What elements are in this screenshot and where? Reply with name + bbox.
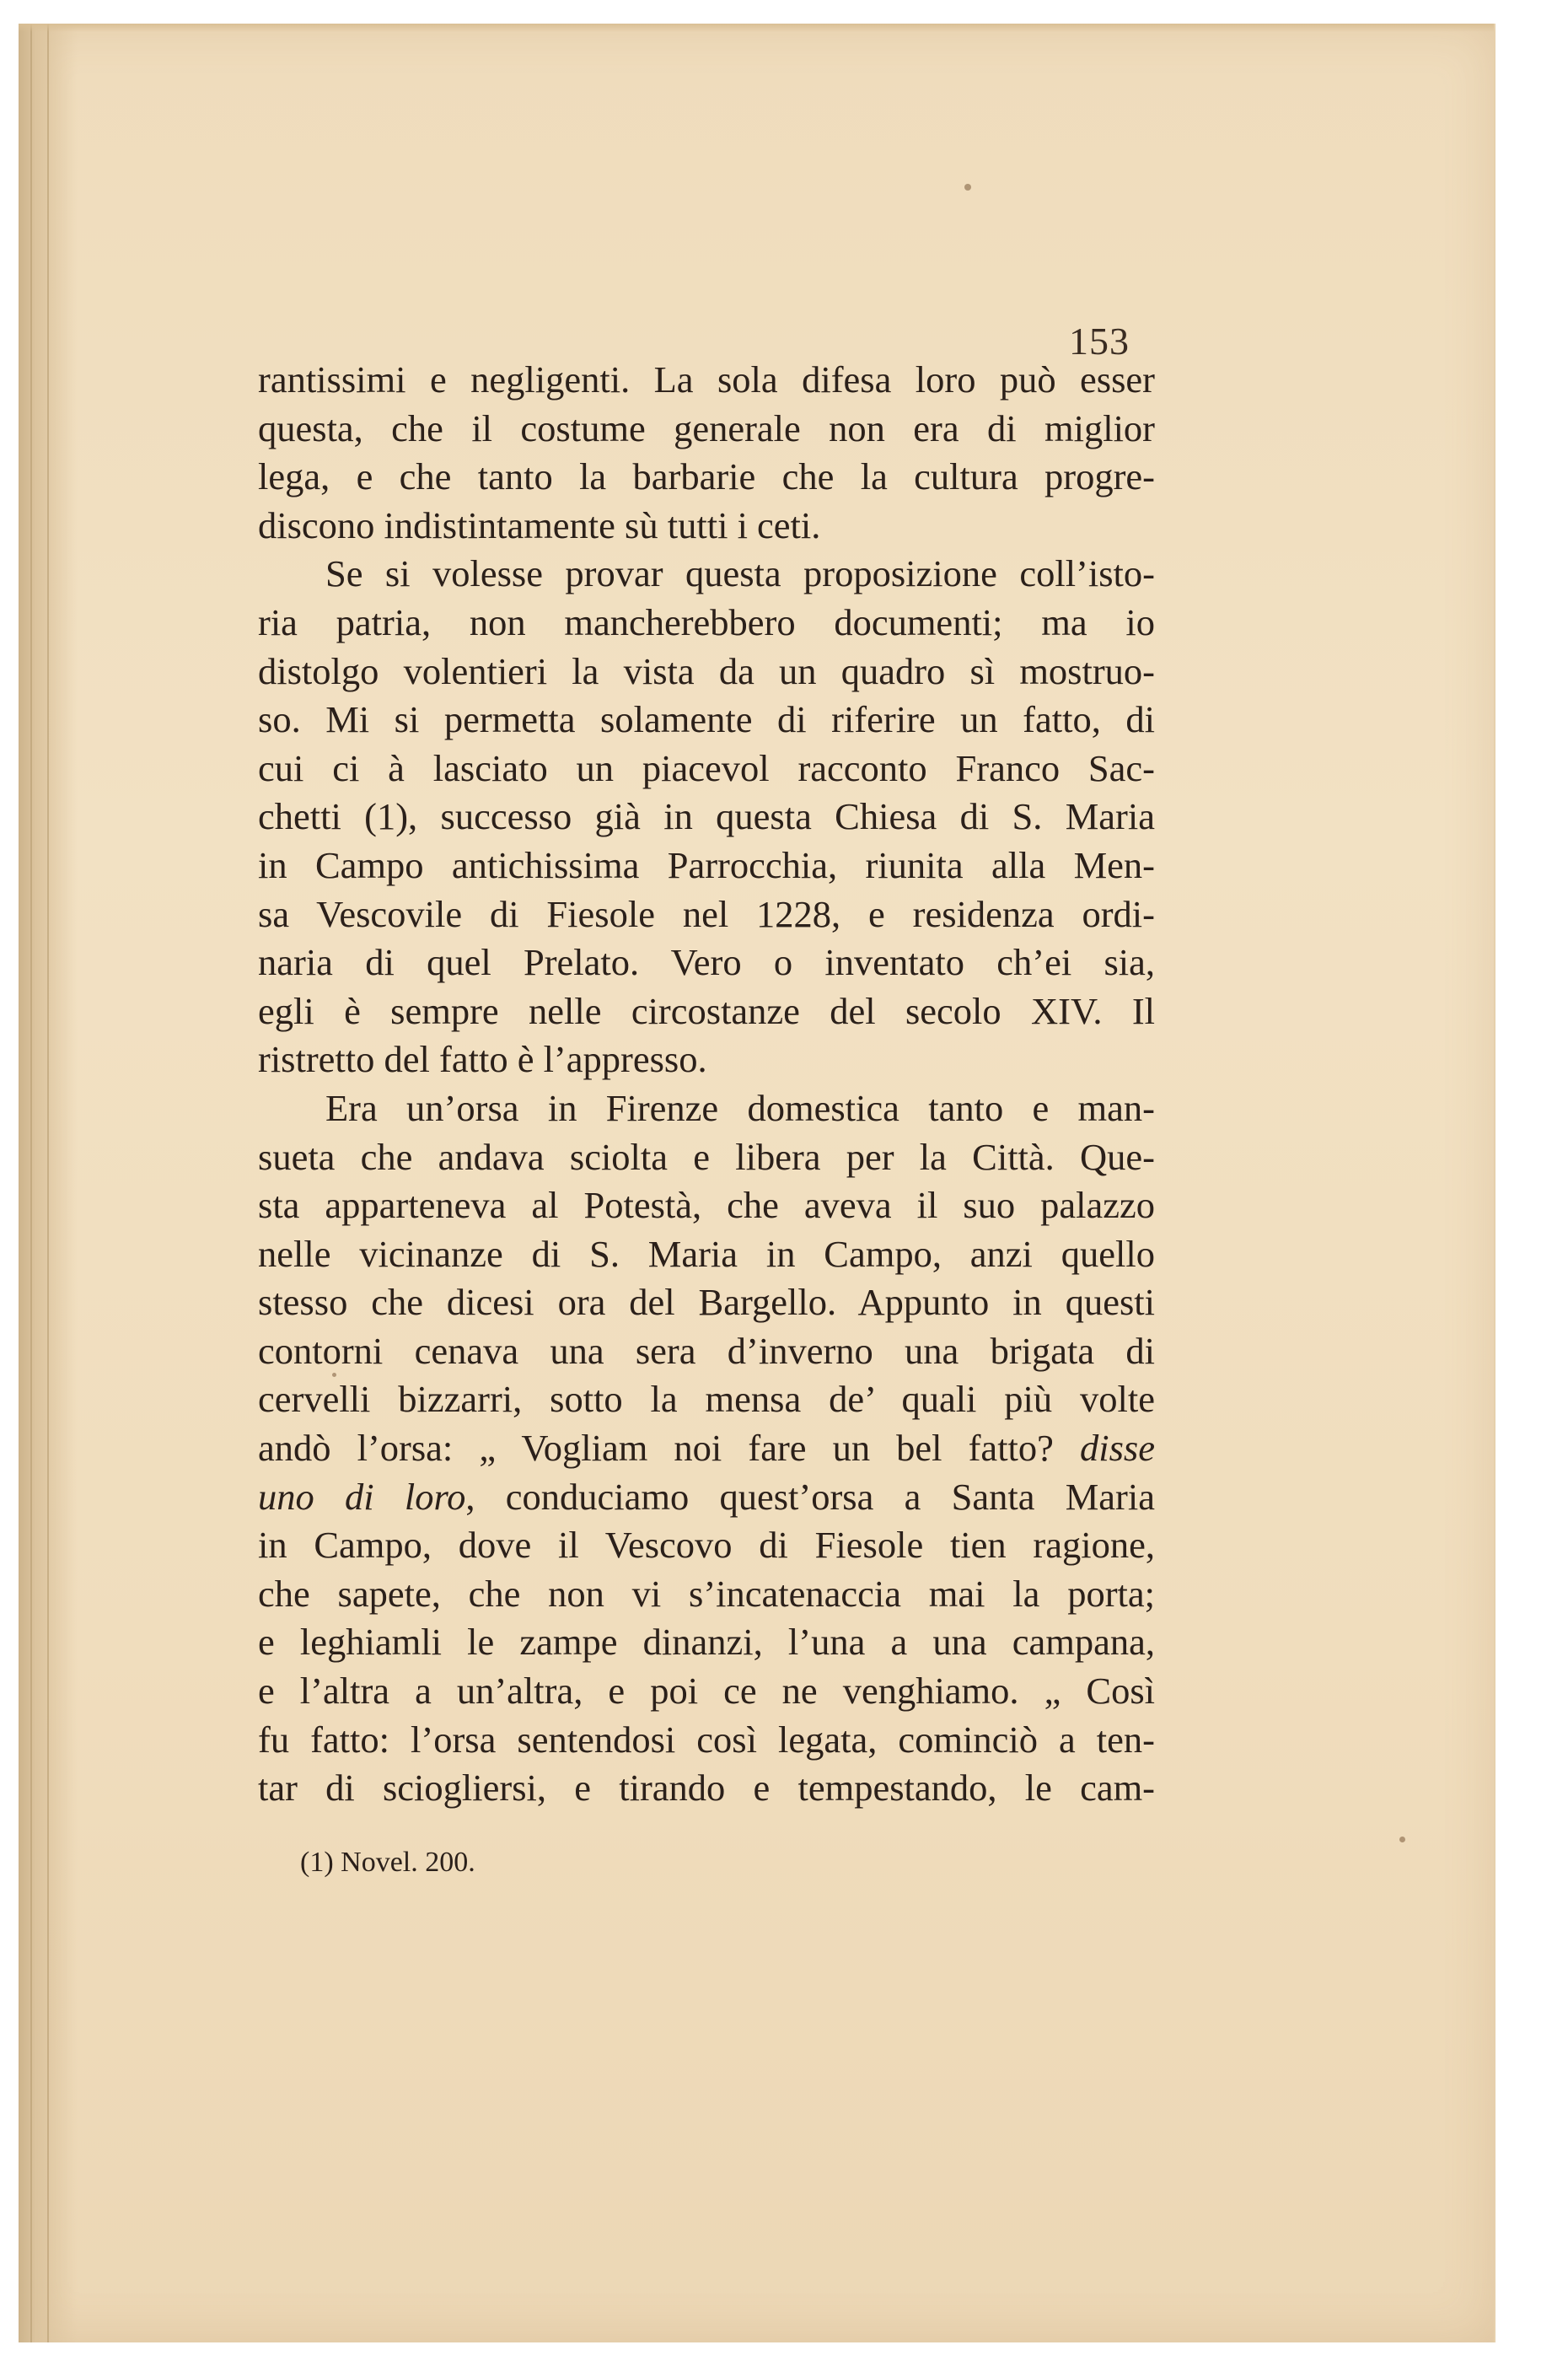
text-line (258, 1035, 1155, 1084)
text-run: egli è sempre nelle circostanze del secolo XIV. Il (258, 989, 1155, 1032)
text-run: cervelli bizzarri, sotto la mensa de’ quali più volte (258, 1378, 1155, 1421)
text-line (258, 890, 1155, 939)
text-run: chetti (1), successo già in questa Chiesa di S. Maria (258, 795, 1155, 838)
text-line (258, 1667, 1155, 1716)
text-line (258, 648, 1155, 696)
text-run: in Campo antichissima Parrocchia, riunita alla Men- (258, 843, 1155, 886)
text-run: andò l’orsa: „ Vogliam noi fare un bel fatto? (258, 1427, 1080, 1470)
foxing-spot (1399, 1837, 1405, 1842)
text-line (258, 1570, 1155, 1619)
page-top-edge (19, 24, 1494, 32)
text-line (258, 1716, 1155, 1765)
text-run: ria patria, non mancherebbero documenti; ma io (258, 600, 1155, 643)
text-run: sta apparteneva al Potestà, che aveva il suo palazzo (258, 1184, 1155, 1227)
text-line (258, 1084, 1155, 1133)
text-run: nelle vicinanze di S. Maria in Campo, anzi quello (258, 1232, 1155, 1275)
text-line (258, 696, 1155, 745)
footnote: (1) Novel. 200. (300, 1847, 475, 1878)
text-line (258, 1618, 1155, 1667)
binding-fold-line (30, 24, 32, 2342)
text-run: stesso che dicesi ora del Bargello. Appunto in questi (258, 1281, 1155, 1324)
text-run: so. Mi si permetta solamente di riferire un fatto, di (258, 698, 1155, 741)
text-line (258, 842, 1155, 890)
text-run: cui ci à lasciato un piacevol racconto Franco Sac- (258, 746, 1155, 789)
text-run: sa Vescovile di Fiesole nel 1228, e residenza ordi- (258, 892, 1155, 935)
text-line (258, 1278, 1155, 1327)
text-line (258, 599, 1155, 648)
text-run: sueta che andava sciolta e libera per la Città. Que- (258, 1135, 1155, 1178)
text-line (258, 793, 1155, 842)
text-line (258, 502, 1155, 551)
text-line (258, 938, 1155, 987)
text-line (258, 1764, 1155, 1813)
text-line (258, 987, 1155, 1036)
text-line (258, 1521, 1155, 1570)
text-line (258, 550, 1155, 599)
text-line (258, 1133, 1155, 1182)
body-text (258, 356, 1155, 1813)
text-run: contorni cenava una sera d’inverno una brigata di (258, 1329, 1155, 1372)
page-number: 153 (1069, 320, 1130, 363)
text-line (258, 405, 1155, 454)
text-line (258, 1327, 1155, 1376)
text-line (258, 1424, 1155, 1473)
text-line (258, 1230, 1155, 1279)
text-line (258, 1375, 1155, 1424)
text-run: naria di quel Prelato. Vero o inventato ch’ei sia, (258, 941, 1155, 984)
text-line (258, 453, 1155, 502)
text-line (258, 1181, 1155, 1230)
text-run: Era un’orsa in Firenze domestica tanto e man- (325, 1086, 1155, 1129)
text-line (258, 745, 1155, 793)
text-run: tar di sciogliersi, e tirando e tempestando, le cam- (258, 1767, 1155, 1810)
text-run: e l’altra a un’altra, e poi ce ne venghiamo. „ Così (258, 1670, 1155, 1713)
text-run: rantissimi e negligenti. La sola difesa loro può esser (258, 358, 1155, 401)
foxing-spot (964, 184, 971, 191)
text-run: fu fatto: l’orsa sentendosi così legata, cominciò a ten- (258, 1718, 1155, 1761)
text-run: lega, e che tanto la barbarie che la cultura progre- (258, 455, 1155, 498)
text-run: questa, che il costume generale non era di miglior (258, 406, 1155, 449)
italic-text: uno di loro (258, 1475, 466, 1518)
text-run: ristretto del fatto è l’appresso. (258, 1038, 707, 1081)
text-run: , conduciamo quest’orsa a Santa Maria (465, 1475, 1155, 1518)
text-run: Se si volesse provar questa proposizione coll’isto- (325, 552, 1155, 595)
text-run: in Campo, dove il Vescovo di Fiesole tien ragione, (258, 1524, 1155, 1567)
italic-text: disse (1080, 1427, 1155, 1470)
text-run: discono indistintamente sù tutti i ceti. (258, 503, 821, 546)
text-run: che sapete, che non vi s’incatenaccia mai la porta; (258, 1572, 1155, 1615)
text-line (258, 356, 1155, 405)
binding-fold-line (47, 24, 49, 2342)
text-run: e leghiamli le zampe dinanzi, l’una a una campana, (258, 1621, 1155, 1664)
text-run: distolgo volentieri la vista da un quadro sì mostruo- (258, 649, 1155, 692)
text-line (258, 1473, 1155, 1522)
